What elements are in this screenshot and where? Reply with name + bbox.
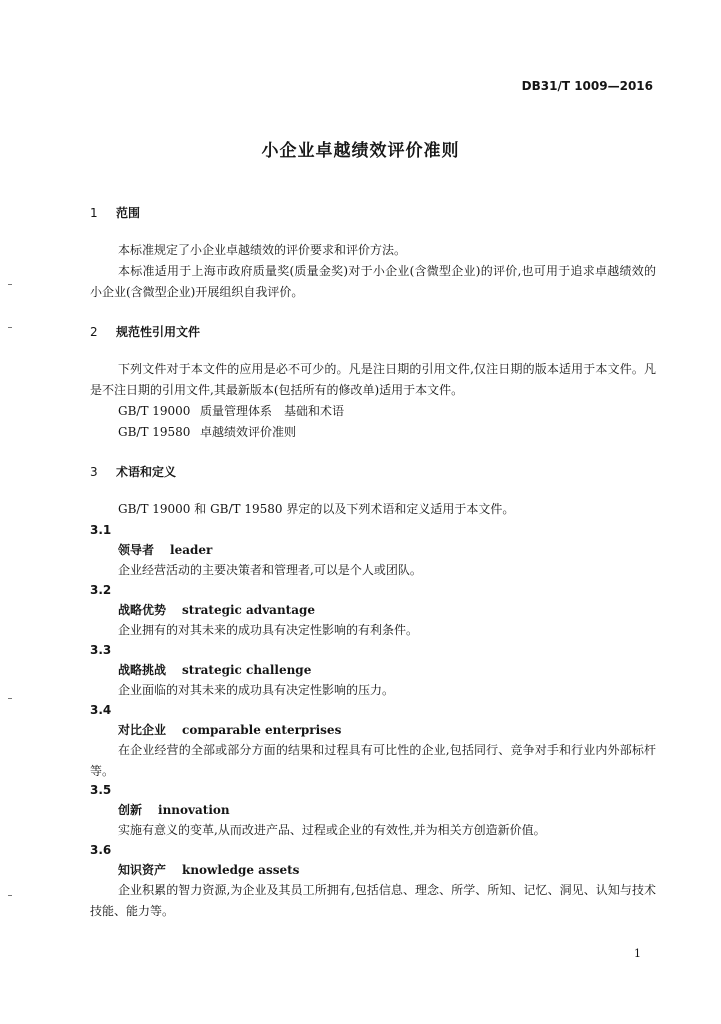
term-en: comparable enterprises <box>182 723 342 737</box>
term-number: 3.4 <box>90 703 112 717</box>
term-definition: 企业面临的对其未来的成功具有决定性影响的压力。 <box>118 683 395 697</box>
term-heading <box>118 860 299 881</box>
section-2-heading <box>90 322 200 343</box>
term-en: strategic advantage <box>182 603 316 617</box>
term-definition: 企业积累的智力资源,为企业及其员工所拥有,包括信息、理念、所学、所知、记忆、洞见、认知与技术技能、能力等。 <box>90 883 656 918</box>
term-heading <box>118 540 212 561</box>
section-1-heading <box>90 203 140 224</box>
term-number: 3.6 <box>90 843 112 857</box>
term-en: knowledge assets <box>182 863 300 877</box>
reference-code: GB/T 19000 <box>118 404 191 418</box>
term-zh: 创新 <box>118 803 143 817</box>
term-zh: 对比企业 <box>118 723 167 737</box>
reference-item <box>118 401 344 422</box>
reference-code: GB/T 19580 <box>118 425 191 439</box>
reference-title: 质量管理体系 基础和术语 <box>200 404 345 418</box>
term-en: innovation <box>158 803 230 817</box>
term-number: 3.5 <box>90 783 112 797</box>
document-title: 小企业卓越绩效评价准则 <box>261 141 460 161</box>
section-number: 2 <box>90 325 98 339</box>
standard-code: DB31/T 1009—2016 <box>521 79 653 93</box>
section-title: 规范性引用文件 <box>116 325 201 339</box>
term-en: strategic challenge <box>182 663 312 677</box>
margin-mark <box>8 698 12 699</box>
term-heading <box>118 800 230 821</box>
term-heading <box>118 720 341 741</box>
term-number: 3.2 <box>90 583 112 597</box>
term-definition: 在企业经营的全部或部分方面的结果和过程具有可比性的企业,包括同行、竞争对手和行业内外部标杆等。 <box>90 743 656 778</box>
term-number: 3.3 <box>90 643 112 657</box>
margin-mark <box>8 327 12 328</box>
term-definition: 企业经营活动的主要决策者和管理者,可以是个人或团队。 <box>118 563 422 577</box>
term-number: 3.1 <box>90 523 112 537</box>
term-definition: 企业拥有的对其未来的成功具有决定性影响的有利条件。 <box>118 623 419 637</box>
margin-mark <box>8 284 12 285</box>
page-number: 1 <box>634 947 641 960</box>
section-3-para-1: GB/T 19000 和 GB/T 19580 界定的以及下列术语和定义适用于本文件。 <box>118 502 515 516</box>
section-number: 1 <box>90 206 98 220</box>
term-heading <box>118 660 311 681</box>
term-heading <box>118 600 315 621</box>
section-title: 术语和定义 <box>116 465 177 479</box>
section-3-heading <box>90 462 176 483</box>
reference-title: 卓越绩效评价准则 <box>200 425 297 439</box>
section-1-para-2: 本标准适用于上海市政府质量奖(质量金奖)对于小企业(含微型企业)的评价,也可用于追求卓越绩效的小企业(含微型企业)开展组织自我评价。 <box>90 264 656 299</box>
section-title: 范围 <box>116 206 141 220</box>
section-2-para-1: 下列文件对于本文件的应用是必不可少的。凡是注日期的引用文件,仅注日期的版本适用于本文件。凡是不注日期的引用文件,其最新版本(包括所有的修改单)适用于本文件。 <box>90 362 656 397</box>
term-zh: 知识资产 <box>118 863 167 877</box>
term-en: leader <box>170 543 213 557</box>
section-number: 3 <box>90 465 98 479</box>
reference-item <box>118 422 296 443</box>
term-zh: 战略优势 <box>118 603 167 617</box>
section-1-para-1: 本标准规定了小企业卓越绩效的评价要求和评价方法。 <box>118 243 407 257</box>
term-definition: 实施有意义的变革,从而改进产品、过程或企业的有效性,并为相关方创造新价值。 <box>118 823 546 837</box>
term-zh: 领导者 <box>118 543 155 557</box>
term-zh: 战略挑战 <box>118 663 167 677</box>
margin-mark <box>8 895 12 896</box>
